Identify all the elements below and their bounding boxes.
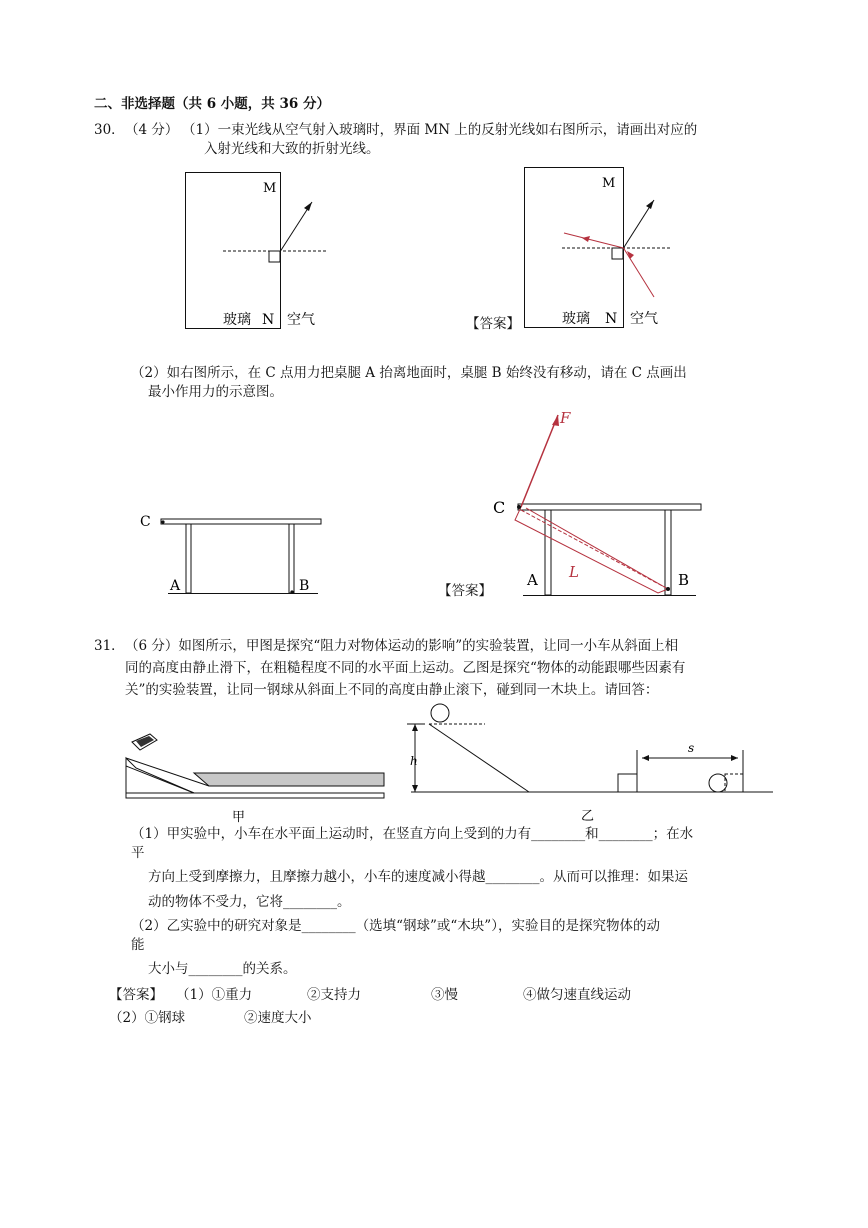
label-m: M xyxy=(263,181,277,196)
answer-tag-31: 【答案】 xyxy=(109,987,163,1003)
label-c: C xyxy=(140,514,151,530)
answer-tag-30-2: 【答案】 xyxy=(438,583,492,599)
refraction-figure-question xyxy=(185,172,335,337)
label-glass-answer: 玻璃 xyxy=(562,311,590,327)
label-air: 空气 xyxy=(287,312,315,328)
label-s: s xyxy=(688,741,695,755)
label-f: F xyxy=(560,409,571,427)
label-a-answer: A xyxy=(527,571,538,589)
answer-tag-30-1: 【答案】 xyxy=(466,316,520,332)
q31-line1: （6 分）如图所示，甲图是探究“阻力对物体运动的影响”的实验装置，让同一小车从斜面上相 xyxy=(125,638,679,654)
q31-sub2-line3: 大小与________的关系。 xyxy=(148,961,297,977)
answer-31-1-a: （1）①重力 xyxy=(176,987,253,1003)
cart-incline-figure xyxy=(124,728,399,823)
label-a: A xyxy=(170,578,181,594)
q30-part2-line1: （2）如右图所示，在 C 点用力把桌腿 A 抬离地面时，桌腿 B 始终没有移动，请在 C 点画出 xyxy=(131,365,687,381)
answer-31-2-b: ②速度大小 xyxy=(244,1010,312,1026)
answer-31-1-c: ③慢 xyxy=(431,987,458,1003)
label-yi: 乙 xyxy=(581,809,595,824)
q31-line3: 关”的实验装置，让同一钢球从斜面上不同的高度由静止滚下，碰到同一木块上。请回答： xyxy=(125,682,659,698)
label-h: h xyxy=(410,754,418,768)
q31-sub1-line2: 平 xyxy=(131,845,145,861)
section-title: 二、非选择题（共 6 小题，共 36 分） xyxy=(94,96,330,112)
q30-number: 30． xyxy=(94,122,125,138)
q31-sub1-line4: 动的物体不受力，它将________。 xyxy=(148,894,351,910)
table-figure-question xyxy=(138,508,338,598)
table-figure-answer xyxy=(488,405,718,605)
answer-31-1-b: ②支持力 xyxy=(307,987,361,1003)
label-l: L xyxy=(569,563,579,581)
answer-31-1-d: ④做匀速直线运动 xyxy=(523,987,631,1003)
q31-sub2-line1: （2）乙实验中的研究对象是________（选填“钢球”或“木块”），实验目的是探究物体的动 xyxy=(131,918,660,934)
q31-line2: 同的高度由静止滑下，在粗糙程度不同的水平面上运动。乙图是探究“物体的动能跟哪些因素有 xyxy=(125,660,686,676)
refraction-figure-answer xyxy=(524,167,699,332)
label-n: N xyxy=(262,312,275,328)
label-b-answer: B xyxy=(678,571,690,589)
q31-sub1-line1: （1）甲实验中，小车在水平面上运动时，在竖直方向上受到的力有________和________；在水 xyxy=(131,826,694,842)
q31-number: 31． xyxy=(94,638,125,654)
q30-points: （4 分） xyxy=(125,122,179,138)
ball-incline-figure xyxy=(405,700,775,824)
q30-part1-line1: （1）一束光线从空气射入玻璃时，界面 MN 上的反射光线如右图所示，请画出对应的 xyxy=(182,122,698,138)
label-jia: 甲 xyxy=(232,810,246,825)
label-c-answer: C xyxy=(493,498,506,517)
label-n-answer: N xyxy=(605,311,618,327)
q30-part2-line2: 最小作用力的示意图。 xyxy=(148,384,283,400)
q31-sub2-line2: 能 xyxy=(131,937,145,953)
q30-part1-line2: 入射光线和大致的折射光线。 xyxy=(204,141,380,157)
label-b: B xyxy=(299,578,310,594)
answer-31-2-a: （2）①钢球 xyxy=(109,1010,186,1026)
label-m-answer: M xyxy=(602,176,616,191)
q31-sub1-line3: 方向上受到摩擦力，且摩擦力越小，小车的速度减小得越________。从而可以推理：如果运 xyxy=(148,869,688,885)
label-glass: 玻璃 xyxy=(223,312,251,328)
label-air-answer: 空气 xyxy=(630,311,658,327)
